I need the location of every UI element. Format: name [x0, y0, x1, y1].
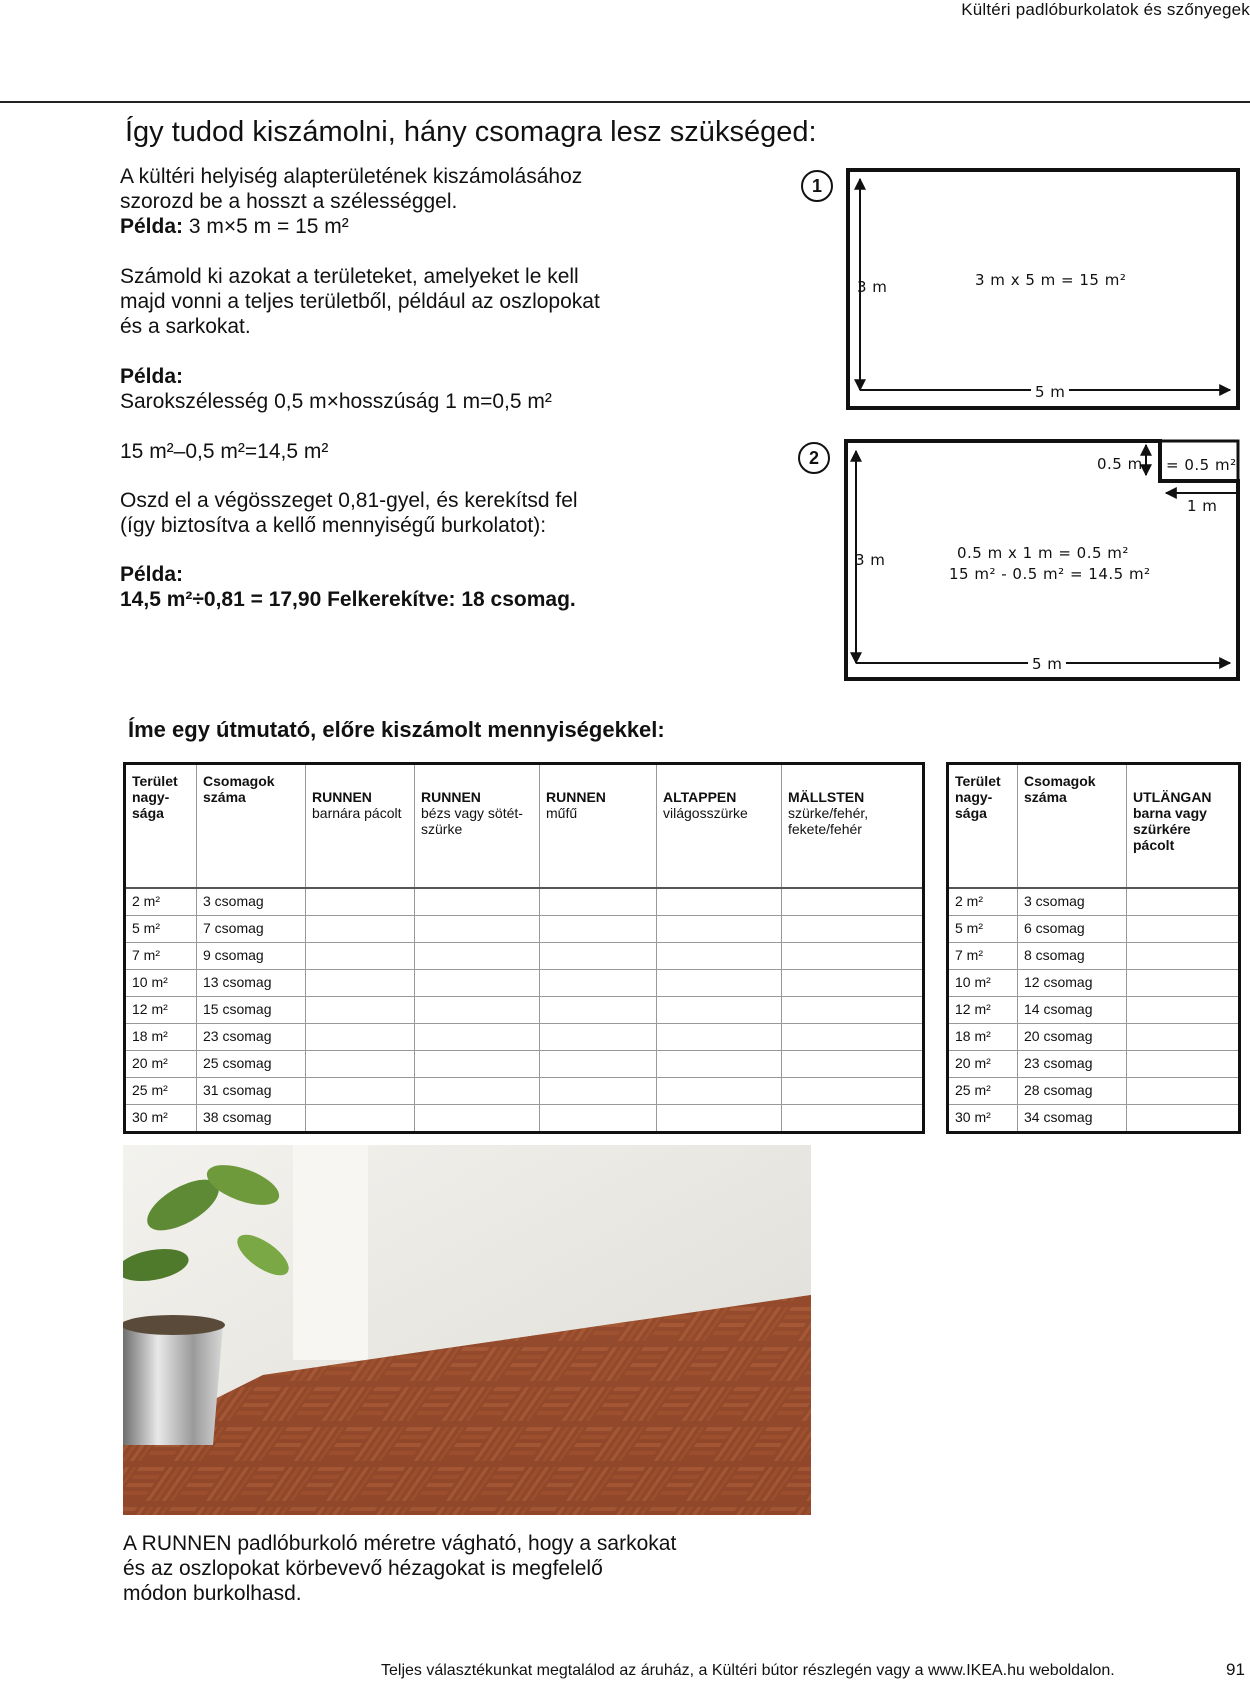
- table-row: [948, 943, 1240, 970]
- area-intro-text: A kültéri helyiség alapterületének kiszámolásához szorozd be a hosszt a szélességgel.: [120, 165, 583, 213]
- empty-cell: [782, 970, 924, 997]
- empty-cell: [306, 916, 415, 943]
- table-row: [125, 1105, 924, 1133]
- diagram2-width-label: 5 m: [1028, 655, 1066, 673]
- packs-cell: 25 csomag: [197, 1051, 306, 1078]
- area-cell: 7 m²: [948, 943, 1018, 970]
- example-label: Példa:: [120, 215, 184, 238]
- table-header-row: [948, 764, 1240, 889]
- col-packs-header: Csomagok száma: [1018, 764, 1127, 889]
- product-header: [540, 764, 657, 889]
- diagram1-height-label: 3 m: [857, 278, 888, 296]
- table-row: [948, 970, 1240, 997]
- diagram2-calc-line2: 15 m² - 0.5 m² = 14.5 m²: [949, 565, 1151, 583]
- area-cell: 10 m²: [125, 970, 197, 997]
- product-header: [306, 764, 415, 889]
- packs-cell: 3 csomag: [1018, 888, 1127, 916]
- empty-cell: [1127, 916, 1240, 943]
- empty-cell: [306, 970, 415, 997]
- product-desc: műfű: [546, 805, 578, 821]
- empty-cell: [306, 1078, 415, 1105]
- empty-cell: [657, 1105, 782, 1133]
- photo-caption: A RUNNEN padlóburkoló méretre vágható, hogy a sarkokat és az oszlopokat körbevevő hézagokat is megfelelő módon burkolhasd.: [123, 1532, 677, 1605]
- empty-cell: [540, 916, 657, 943]
- packs-cell: 20 csomag: [1018, 1024, 1127, 1051]
- diagram1-width-label: 5 m: [1031, 383, 1069, 401]
- empty-cell: [415, 1078, 540, 1105]
- empty-cell: [1127, 943, 1240, 970]
- table-row: [948, 888, 1240, 916]
- table-row: [125, 1051, 924, 1078]
- step-number-2: 2: [798, 442, 830, 474]
- table-row: [948, 1024, 1240, 1051]
- product-name: ALTAPPEN: [663, 789, 737, 805]
- area-cell: 20 m²: [125, 1051, 197, 1078]
- empty-cell: [540, 1078, 657, 1105]
- empty-cell: [657, 943, 782, 970]
- page-number: 91: [1226, 1660, 1245, 1679]
- empty-cell: [782, 1051, 924, 1078]
- empty-cell: [415, 970, 540, 997]
- empty-cell: [306, 1105, 415, 1133]
- packs-cell: 6 csomag: [1018, 916, 1127, 943]
- empty-cell: [540, 888, 657, 916]
- product-header: UTLÄNGAN barna vagy szürkére pácolt: [1127, 764, 1240, 889]
- packs-cell: 38 csomag: [197, 1105, 306, 1133]
- packs-table-utlangan: [946, 762, 1241, 1134]
- product-name: RUNNEN: [421, 789, 481, 805]
- empty-cell: [1127, 888, 1240, 916]
- header-divider: [0, 101, 1250, 103]
- diagram-room-with-corner: [840, 437, 1250, 687]
- empty-cell: [782, 1078, 924, 1105]
- table-row: [948, 997, 1240, 1024]
- empty-cell: [782, 943, 924, 970]
- area-cell: 2 m²: [125, 888, 197, 916]
- packs-cell: 23 csomag: [1018, 1051, 1127, 1078]
- empty-cell: [540, 997, 657, 1024]
- diagram-room-area: [840, 165, 1250, 415]
- product-name: MÄLLSTEN: [788, 789, 865, 805]
- table-row: [948, 1051, 1240, 1078]
- empty-cell: [1127, 997, 1240, 1024]
- product-desc: bézs vagy sötét- szürke: [421, 805, 523, 837]
- footer-text: Teljes választékunkat megtalálod az áruház, a Kültéri bútor részlegén vagy a www.IKEA.hu weboldalon.: [381, 1662, 1115, 1679]
- area-cell: 2 m²: [948, 888, 1018, 916]
- area-cell: 30 m²: [948, 1105, 1018, 1133]
- area-cell: 25 m²: [948, 1078, 1018, 1105]
- empty-cell: [782, 1024, 924, 1051]
- empty-cell: [1127, 1051, 1240, 1078]
- empty-cell: [540, 970, 657, 997]
- area-cell: 7 m²: [125, 943, 197, 970]
- empty-cell: [540, 1024, 657, 1051]
- empty-cell: [415, 1051, 540, 1078]
- packs-cell: 7 csomag: [197, 916, 306, 943]
- area-cell: 30 m²: [125, 1105, 197, 1133]
- empty-cell: [306, 997, 415, 1024]
- table-row: [125, 916, 924, 943]
- product-name: RUNNEN: [546, 789, 606, 805]
- empty-cell: [657, 1051, 782, 1078]
- area-cell: 5 m²: [125, 916, 197, 943]
- empty-cell: [657, 1024, 782, 1051]
- packs-cell: 31 csomag: [197, 1078, 306, 1105]
- area-cell: 25 m²: [125, 1078, 197, 1105]
- page-heading: Így tudod kiszámolni, hány csomagra lesz szükséged:: [125, 116, 817, 148]
- diagram2-calc-line1: 0.5 m x 1 m = 0.5 m²: [957, 544, 1129, 562]
- packs-cell: 23 csomag: [197, 1024, 306, 1051]
- empty-cell: [540, 1105, 657, 1133]
- packs-cell: 34 csomag: [1018, 1105, 1127, 1133]
- empty-cell: [657, 1078, 782, 1105]
- product-desc: barnára pácolt: [312, 805, 402, 821]
- empty-cell: [657, 997, 782, 1024]
- empty-cell: [415, 1024, 540, 1051]
- area-cell: 18 m²: [125, 1024, 197, 1051]
- packs-cell: 12 csomag: [1018, 970, 1127, 997]
- product-name: RUNNEN: [312, 789, 372, 805]
- table-row: [125, 1024, 924, 1051]
- packs-table-runnen: [123, 762, 925, 1134]
- packs-cell: 14 csomag: [1018, 997, 1127, 1024]
- example2-text: Sarokszélesség 0,5 m×hosszúság 1 m=0,5 m²: [120, 390, 552, 413]
- empty-cell: [306, 888, 415, 916]
- empty-cell: [540, 943, 657, 970]
- empty-cell: [415, 1105, 540, 1133]
- empty-cell: [415, 916, 540, 943]
- col-packs-header: Csomagok száma: [197, 764, 306, 889]
- subtract-intro-text: Számold ki azokat a területeket, amelyeket le kell majd vonni a teljes területből, például az oszlopokat és a sarkokat.: [120, 265, 600, 338]
- empty-cell: [1127, 1078, 1240, 1105]
- empty-cell: [1127, 1105, 1240, 1133]
- packs-cell: 13 csomag: [197, 970, 306, 997]
- empty-cell: [540, 1051, 657, 1078]
- table-row: [125, 1078, 924, 1105]
- packs-cell: 8 csomag: [1018, 943, 1127, 970]
- empty-cell: [415, 888, 540, 916]
- empty-cell: [657, 888, 782, 916]
- table-row: [948, 1105, 1240, 1133]
- example3-text: 14,5 m²÷0,81 = 17,90 Felkerekítve: 18 csomag.: [120, 588, 576, 611]
- packs-cell: 28 csomag: [1018, 1078, 1127, 1105]
- room-outline: [848, 170, 1238, 408]
- guide-heading: Íme egy útmutató, előre kiszámolt mennyiségekkel:: [128, 717, 665, 742]
- empty-cell: [782, 916, 924, 943]
- pillar: [293, 1145, 368, 1360]
- subtract-result-text: 15 m²–0,5 m²=14,5 m²: [120, 440, 329, 463]
- diagram2-height-label: 3 m: [855, 551, 886, 569]
- diagram1-area-label: 3 m x 5 m = 15 m²: [975, 271, 1127, 289]
- empty-cell: [415, 943, 540, 970]
- table-row: [125, 888, 924, 916]
- empty-cell: [782, 888, 924, 916]
- example3-label: Példa:: [120, 563, 184, 586]
- packs-cell: 3 csomag: [197, 888, 306, 916]
- empty-cell: [306, 943, 415, 970]
- example2-label: Példa:: [120, 365, 184, 388]
- empty-cell: [782, 997, 924, 1024]
- product-header: [415, 764, 540, 889]
- area-cell: 18 m²: [948, 1024, 1018, 1051]
- example1: [120, 214, 349, 239]
- table-row: [125, 997, 924, 1024]
- table-row: [125, 943, 924, 970]
- area-cell: 10 m²: [948, 970, 1018, 997]
- packs-cell: 9 csomag: [197, 943, 306, 970]
- empty-cell: [306, 1024, 415, 1051]
- metal-pot: [123, 1325, 223, 1445]
- corner-area-label: = 0.5 m²: [1166, 456, 1237, 474]
- empty-cell: [657, 916, 782, 943]
- packs-cell: 15 csomag: [197, 997, 306, 1024]
- pot-soil: [123, 1315, 225, 1335]
- table-header-row: [125, 764, 924, 889]
- corner-length-label: 1 m: [1187, 497, 1218, 515]
- step-number-1: 1: [801, 170, 833, 202]
- corner-width-label: 0.5 m: [1097, 455, 1143, 473]
- table-row: [125, 970, 924, 997]
- empty-cell: [415, 997, 540, 1024]
- table-row: [948, 916, 1240, 943]
- divide-intro-text: Oszd el a végösszeget 0,81-gyel, és kerekítsd fel (így biztosítva a kellő mennyiségű burkolatot):: [120, 489, 578, 537]
- col-area-header: Terület nagy- sága: [948, 764, 1018, 889]
- product-desc: szürke/fehér, fekete/fehér: [788, 805, 869, 837]
- table-row: [948, 1078, 1240, 1105]
- col-area-header: Terület nagy- sága: [125, 764, 197, 889]
- product-desc: világosszürke: [663, 805, 748, 821]
- product-header: [782, 764, 924, 889]
- product-header: [657, 764, 782, 889]
- area-cell: 20 m²: [948, 1051, 1018, 1078]
- area-cell: 12 m²: [125, 997, 197, 1024]
- empty-cell: [1127, 970, 1240, 997]
- empty-cell: [1127, 1024, 1240, 1051]
- empty-cell: [782, 1105, 924, 1133]
- example1-text: 3 m×5 m = 15 m²: [183, 215, 349, 238]
- runnen-deck-photo: [123, 1145, 811, 1515]
- empty-cell: [657, 970, 782, 997]
- area-cell: 5 m²: [948, 916, 1018, 943]
- area-cell: 12 m²: [948, 997, 1018, 1024]
- section-title: Kültéri padlóburkolatok és szőnyegek: [961, 0, 1250, 19]
- empty-cell: [306, 1051, 415, 1078]
